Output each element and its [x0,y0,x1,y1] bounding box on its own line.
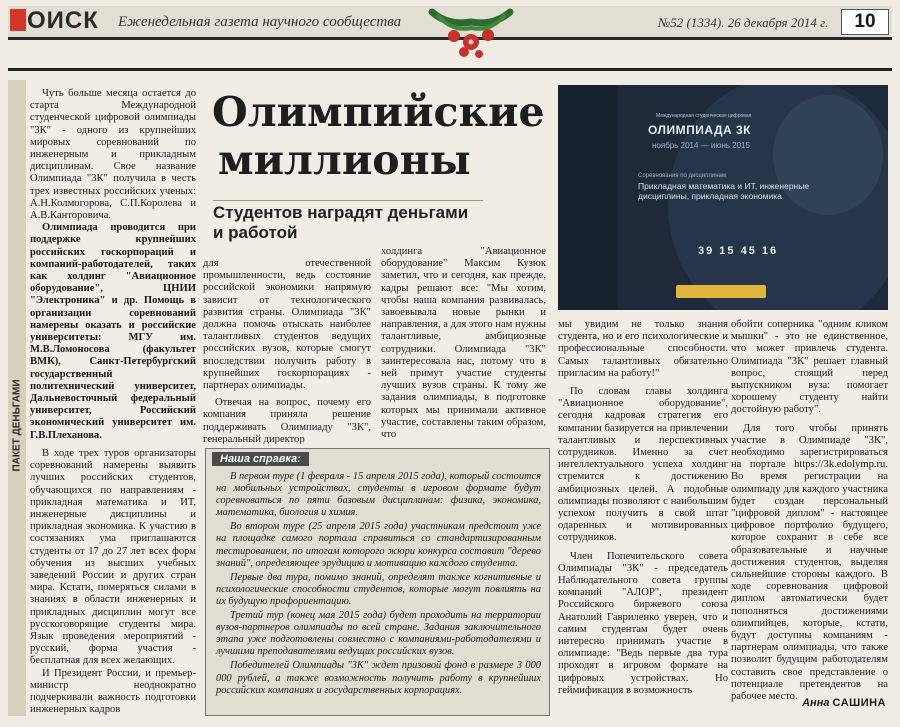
author-signature [780,697,886,709]
paragraph: Олимпиада проводится при поддержке крупнейших российских госкорпораций и компаний-работодателей, таких как холдинг "Авиационное оборудование", ЦНИИ "Электроника" и др. Помощь в организации соревнований намерены оказать и российские университеты: МГУ им. М.В.Ломоносова (факультет ВМК), Санкт-Петербургский государственный политехнический университет, Дальневосточный федеральный университет, Российский экономический университет им. Г.В.Плеханова. [30,222,196,441]
section-strip [8,80,26,716]
section-strip-label: ПАКЕТ ДЕНЬГАМИ [11,379,23,472]
logo-mark-icon [10,9,26,31]
olympiad-banner-photo [558,85,888,310]
banner-title: ОЛИМПИАДА 3К [648,123,751,137]
paragraph: Во втором туре (25 апреля 2015 года) участникам предстоит уже на площадке самого портала справиться со стандартизированным тестированием, по итогам которого жюри конкурса составит "дерево знаний", определяющее эрудицию и мотивацию каждого студента. [216,521,541,569]
page-number: 10 [841,9,889,35]
paragraph: Член Попечительского совета Олимпиады "3К" - председатель Наблюдательного совета группы компаний "АЛОР", президент Российского биржевого союза Анатолий Гавриленко уверен, что и самим студентам будет очень интересно принимать участие в олимпиаде: "Ведь первые два тура проходят в игровом формате на цифровых устройствах. Но геймификация в возможность [558,550,728,696]
paragraph: Первые два тура, помимо знаний, определят также когнитивные и психологические способности студентов, которые могут повлиять на их будущую профориентацию. [216,571,541,607]
article-column-3 [381,246,546,444]
paragraph: Победителей Олимпиады "3К" ждет призовой фонд в размере 3 000 000 рублей, а также возможность получить работу в крупнейших российских компаниях и государственных корпорациях. [216,660,541,696]
banner-register-button [676,285,766,298]
paragraph: И Президент России, и премьер-министр неоднократно подчеркивали важность подготовки инженерных кадров [30,667,196,716]
paragraph: По словам главы холдинга "Авиационное оборудование", сегодня кадровая стратегия его компании базируется на привлечении талантливых и перспективных сотрудников. Именно за счет интеллектуального успеха холдинг стремится к достижению амбициозных целей. А подобные олимпиады позволяют с наибольшим успехом получить в свой штат одаренных и мотивированных сотрудников. [558,386,728,544]
banner-countdown: 39 15 45 16 [698,245,779,257]
article-column-4 [558,319,728,714]
paragraph: В первом туре (1 февраля - 15 апреля 2015 года), который состоится на мобильных устройствах, студенты в игровом формате будут соревноваться по пяти базовым дисциплинам: физика, экономика, математика, биология и химия. [216,471,541,519]
subheadline: Студентов наградят деньгами и работой [213,200,483,243]
info-box-title: Наша справка: [212,452,309,466]
paragraph: В ходе трех туров организаторы соревнований намерены выявить лучших российских студентов, обучающихся по направлениям - прикладная математика и ИТ, инженерные дисциплины и прикладная экономика. К участию в состязаниях ума приглашаются студенты от 17 до 27 лет всех форм обучения из высших учебных заведений России и других стран мира. Кстати, померяться силами в знаниях в области инженерных и прикладных дисциплин могут все русскоговорящие студенты мира. Язык проведения мероприятий - русский, форма участия - бесплатная для всех желающих. [30,447,196,667]
paragraph: холдинга "Авиационное оборудование" Максим Кузюк заметил, что и сегодня, как прежде, кадры решают все: "Мы хотим, чтобы наша компания развивалась, завоевывала новые рынки и направления, а для этого нам нужны талантливые, амбициозные сотрудники. Олимпиада "3К" заинтересовала нас, потому что в ней примут участие студенты лучших вузов страны. К тому же задания олимпиады, в подготовке которых мы принимали активное участие, составлены таким образом, что [381,246,546,441]
newspaper-logo [10,7,99,35]
banner-top-line: Международная студенческая цифровая [656,113,752,119]
paragraph: для отечественной промышленности, ведь состояние российской экономики напрямую зависит от технологического развития страны. Олимпиада "3К" должна помочь отыскать наиболее талантливых студентов ведущих российских вузов, которые смогут впоследствии получить работу в крупнейших госкорпорациях - партнерах олимпиады. [203,258,371,392]
headline-line-2: миллионы [218,136,471,184]
author-first-name: Анна [802,697,830,709]
paragraph: Отвечая на вопрос, почему его компания приняла решение поддерживать Олимпиаду "3К", генеральный директор [203,397,371,444]
paragraph: Для того чтобы принять участие в Олимпиаде "3К", необходимо зарегистрироваться на портале https://3k.edolymp.ru. Во время регистрации на олимпиаду для каждого участника будет создан персональный "цифровой диплом" - настоящее цифровое портфолио будущего, которое сохранит в себе все образовательные и научные достижения студентов, выделяя сильнейшие стороны каждого. В ходе соревнования цифровой диплом автоматически будет пополняться достижениями олимпийцев, которые, кстати, будут доступны компаниям - партнерам олимпиады, что также позволит будущим работодателям составить свое представление о потенциале претендентов на рабочее место. [731,422,888,703]
paragraph: мы увидим не только знания студента, но и его психологические и профессиональные способности. Самых талантливых обязательно пригласим на работу!" [558,319,728,379]
info-box [205,448,550,716]
banner-dates: ноябрь 2014 — июнь 2015 [652,141,750,150]
christmas-ornament-icon [428,2,514,64]
newspaper-subtitle: Еженедельная газета научного сообщества [118,14,402,30]
paragraph: Третий тур (конец мая 2015 года) будет проходить на территории вузов-партнеров олимпиады по всей стране. Задания заключительного этапа уже подготовлены совместно с компаниями-работодателями и лучшими преподавателями ведущих российских вузов. [216,610,541,658]
headline-line-1: Олимпийские [212,88,545,136]
article-column-5 [731,319,888,704]
info-box-body [206,467,549,697]
banner-disciplines: Прикладная математика и ИТ, инженерные дисциплины, прикладная экономика [638,181,810,201]
paragraph: обойти соперника "одним кликом мышки" - это не единственное, что может привлечь студента. Олимпиада "3К" решает главный вопрос, стоящий перед выпускником вуза: помогает хорошему студенту найти достойную работу". [731,319,888,416]
banner-disciplines-label: Соревнования по дисциплинам [638,173,726,179]
author-last-name: САШИНА [832,697,886,709]
logo-text: ОИСК [27,7,99,34]
paragraph: Чуть больше месяца остается до старта Международной студенческой цифровой олимпиады "3К" - одного из крупнейших мировых соревнований по инженерным и прикладным дисциплинам. Свое название Олимпиада "3К" получила в честь трех известных российских ученых: А.Н.Колмогорова, С.П.Королева и А.В.Канторовича. [30,88,196,222]
issue-date: №52 (1334). 26 декабря 2014 г. [658,15,829,30]
headline [212,88,552,184]
top-rule [8,68,892,71]
article-column-2 [203,258,371,444]
article-column-1 [30,88,196,718]
